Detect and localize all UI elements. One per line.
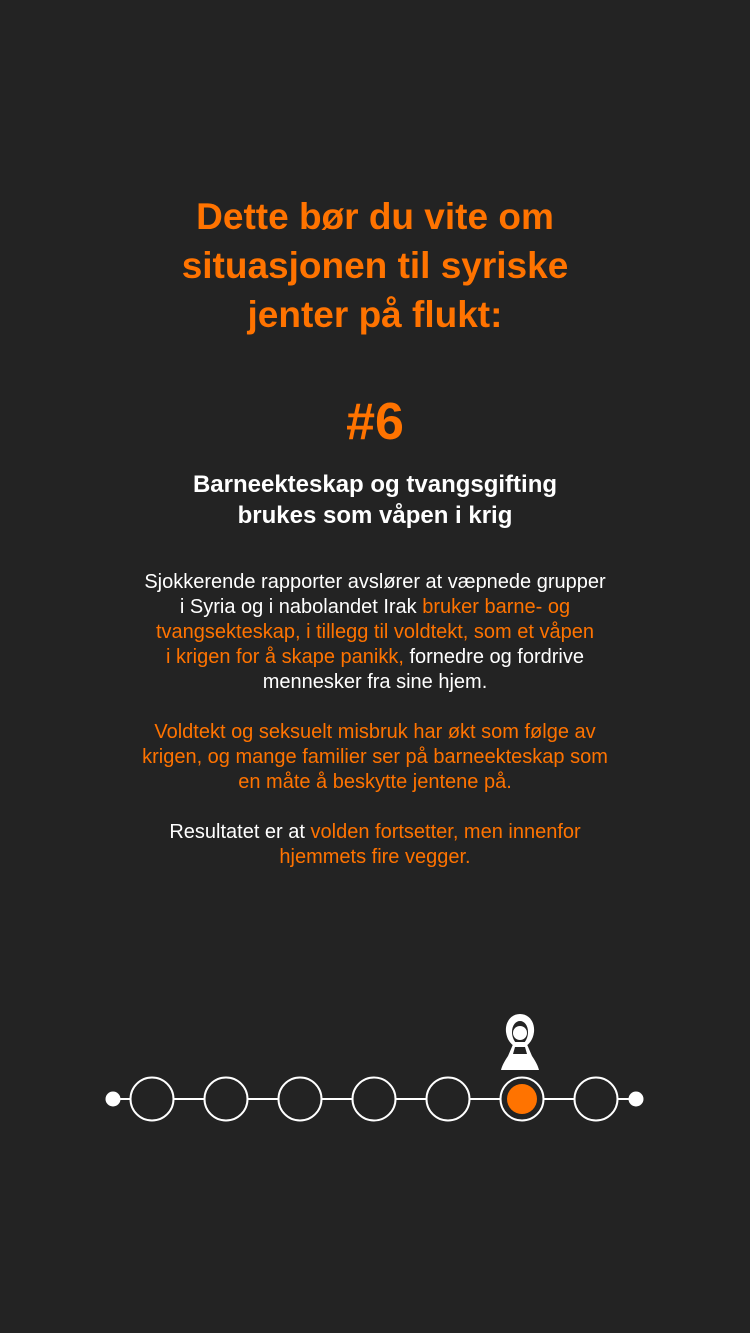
paragraph-3-line-1 — [0, 820, 750, 845]
paragraph-1-line-5: mennesker fra sine hjem. — [262, 671, 488, 693]
paragraph-1-line-4 — [0, 645, 750, 670]
paragraph-2-line-2: krigen, og mange familier ser på barneekteskap som — [142, 746, 608, 768]
timeline-step-5[interactable] — [427, 1078, 470, 1121]
timeline-step-current-fill — [507, 1084, 537, 1114]
girl-figure-icon — [501, 1014, 539, 1070]
subtitle-line-2: brukes som våpen i krig — [237, 502, 513, 529]
paragraph-1-line-4-highlight: i krigen for å skape panikk, — [165, 646, 404, 668]
paragraph-3-line-2: hjemmets fire vegger. — [279, 846, 471, 868]
paragraph-1-line-3: tvangsekteskap, i tillegg til voldtekt, som et våpen — [155, 621, 594, 643]
headline-line-2: situasjonen til syriske — [181, 245, 569, 286]
paragraph-2-line-1: Voldtekt og seksuelt misbruk har økt som følge av — [154, 721, 596, 743]
fact-number: #6 — [346, 393, 404, 451]
paragraph-2 — [0, 720, 750, 795]
paragraph-3 — [0, 820, 750, 870]
timeline-end-dot — [629, 1092, 644, 1107]
paragraph-1-line-2 — [0, 595, 750, 620]
paragraph-3-line-1-highlight: volden fortsetter, men innenfor — [310, 821, 581, 843]
paragraph-1-line-4-plain: fornedre og fordrive — [403, 646, 584, 668]
fact-subtitle — [0, 469, 750, 531]
headline — [0, 192, 750, 339]
paragraph-3-line-1-plain: Resultatet er at — [169, 821, 311, 843]
headline-line-3: jenter på flukt: — [247, 294, 503, 335]
paragraph-2-line-3: en måte å beskytte jentene på. — [238, 771, 512, 793]
subtitle-line-1: Barneekteskap og tvangsgifting — [192, 471, 558, 498]
paragraph-1-line-2-plain: i Syria og i nabolandet Irak — [179, 596, 423, 618]
paragraph-1-line-1: Sjokkerende rapporter avslører at væpnede grupper — [144, 571, 606, 593]
paragraph-1-line-2-highlight: bruker barne- og — [422, 596, 571, 618]
headline-line-1: Dette bør du vite om — [196, 196, 554, 237]
timeline-step-4[interactable] — [353, 1078, 396, 1121]
timeline-start-dot — [106, 1092, 121, 1107]
timeline-step-7[interactable] — [575, 1078, 618, 1121]
progress-timeline — [0, 1000, 750, 1140]
timeline-step-2[interactable] — [205, 1078, 248, 1121]
timeline-step-3[interactable] — [279, 1078, 322, 1121]
paragraph-1 — [0, 570, 750, 695]
timeline-step-1[interactable] — [131, 1078, 174, 1121]
